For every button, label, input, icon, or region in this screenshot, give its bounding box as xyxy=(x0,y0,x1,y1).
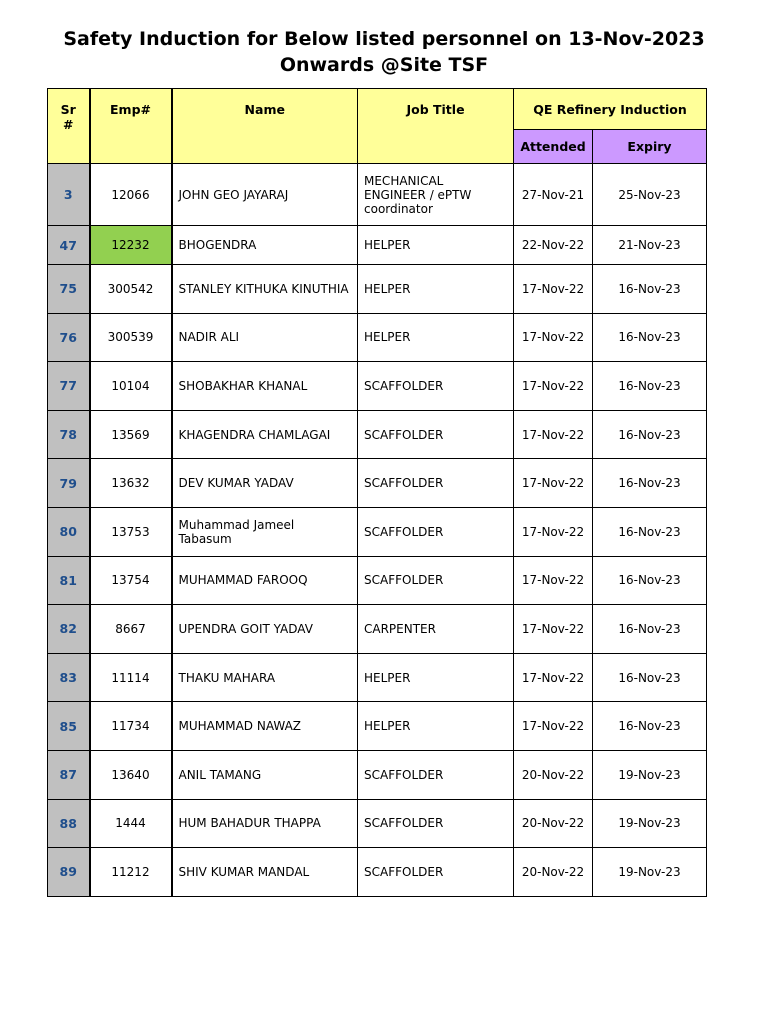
expiry-cell: 16-Nov-23 xyxy=(593,410,707,459)
job-title-cell: HELPER xyxy=(358,265,514,314)
sr-cell: 3 xyxy=(48,164,90,226)
expiry-cell: 16-Nov-23 xyxy=(593,653,707,702)
job-title-cell: HELPER xyxy=(358,653,514,702)
expiry-cell: 16-Nov-23 xyxy=(593,702,707,751)
sr-cell: 80 xyxy=(48,507,90,556)
emp-cell: 13753 xyxy=(90,507,172,556)
attended-cell: 17-Nov-22 xyxy=(514,702,593,751)
attended-cell: 27-Nov-21 xyxy=(514,164,593,226)
emp-cell: 12066 xyxy=(90,164,172,226)
job-title-cell: SCAFFOLDER xyxy=(358,410,514,459)
table-row xyxy=(48,459,707,508)
attended-cell: 17-Nov-22 xyxy=(514,313,593,362)
emp-cell: 8667 xyxy=(90,605,172,654)
expiry-cell: 19-Nov-23 xyxy=(593,848,707,897)
job-title-cell: SCAFFOLDER xyxy=(358,459,514,508)
sr-cell: 88 xyxy=(48,799,90,848)
header-sr: Sr # xyxy=(48,89,90,164)
expiry-cell: 16-Nov-23 xyxy=(593,313,707,362)
attended-cell: 17-Nov-22 xyxy=(514,653,593,702)
expiry-cell: 21-Nov-23 xyxy=(593,226,707,265)
name-cell: DEV KUMAR YADAV xyxy=(172,459,358,508)
attended-cell: 17-Nov-22 xyxy=(514,507,593,556)
table-row xyxy=(48,848,707,897)
attended-cell: 17-Nov-22 xyxy=(514,605,593,654)
job-title-cell: HELPER xyxy=(358,702,514,751)
emp-cell: 13754 xyxy=(90,556,172,605)
emp-cell: 12232 xyxy=(90,226,172,265)
sr-cell: 82 xyxy=(48,605,90,654)
title-line-2: Onwards @Site TSF xyxy=(279,54,489,76)
attended-cell: 17-Nov-22 xyxy=(514,459,593,508)
expiry-cell: 16-Nov-23 xyxy=(593,507,707,556)
header-name: Name xyxy=(172,89,358,164)
emp-cell: 300542 xyxy=(90,265,172,314)
name-cell: SHOBAKHAR KHANAL xyxy=(172,362,358,411)
table-row xyxy=(48,362,707,411)
title-line-1: Safety Induction for Below listed personnel on 13-Nov-2023 xyxy=(63,28,705,50)
table-row xyxy=(48,605,707,654)
emp-cell: 300539 xyxy=(90,313,172,362)
job-title-cell: CARPENTER xyxy=(358,605,514,654)
expiry-cell: 19-Nov-23 xyxy=(593,799,707,848)
emp-cell: 13632 xyxy=(90,459,172,508)
table-body xyxy=(48,164,707,897)
emp-cell: 10104 xyxy=(90,362,172,411)
emp-cell: 13640 xyxy=(90,750,172,799)
page-title xyxy=(0,26,768,78)
emp-cell: 13569 xyxy=(90,410,172,459)
table-row xyxy=(48,164,707,226)
name-cell: MUHAMMAD NAWAZ xyxy=(172,702,358,751)
table-row xyxy=(48,653,707,702)
attended-cell: 17-Nov-22 xyxy=(514,265,593,314)
expiry-cell: 16-Nov-23 xyxy=(593,265,707,314)
name-cell: STANLEY KITHUKA KINUTHIA xyxy=(172,265,358,314)
sr-cell: 87 xyxy=(48,750,90,799)
job-title-cell: SCAFFOLDER xyxy=(358,507,514,556)
name-cell: MUHAMMAD FAROOQ xyxy=(172,556,358,605)
expiry-cell: 25-Nov-23 xyxy=(593,164,707,226)
name-cell: UPENDRA GOIT YADAV xyxy=(172,605,358,654)
name-cell: NADIR ALI xyxy=(172,313,358,362)
emp-cell: 11212 xyxy=(90,848,172,897)
emp-cell: 1444 xyxy=(90,799,172,848)
induction-table xyxy=(47,88,707,897)
sr-cell: 47 xyxy=(48,226,90,265)
name-cell: KHAGENDRA CHAMLAGAI xyxy=(172,410,358,459)
emp-cell: 11734 xyxy=(90,702,172,751)
job-title-cell: SCAFFOLDER xyxy=(358,362,514,411)
attended-cell: 20-Nov-22 xyxy=(514,799,593,848)
job-title-cell: HELPER xyxy=(358,226,514,265)
header-attended: Attended xyxy=(514,130,593,164)
sr-cell: 76 xyxy=(48,313,90,362)
job-title-cell: SCAFFOLDER xyxy=(358,556,514,605)
sr-cell: 83 xyxy=(48,653,90,702)
header-qe-refinery-induction: QE Refinery Induction xyxy=(514,89,707,130)
sr-cell: 85 xyxy=(48,702,90,751)
job-title-cell: SCAFFOLDER xyxy=(358,750,514,799)
emp-cell: 11114 xyxy=(90,653,172,702)
attended-cell: 17-Nov-22 xyxy=(514,410,593,459)
name-cell: THAKU MAHARA xyxy=(172,653,358,702)
sr-cell: 79 xyxy=(48,459,90,508)
attended-cell: 20-Nov-22 xyxy=(514,750,593,799)
table-row xyxy=(48,799,707,848)
sr-cell: 78 xyxy=(48,410,90,459)
job-title-cell: HELPER xyxy=(358,313,514,362)
table-row xyxy=(48,507,707,556)
attended-cell: 22-Nov-22 xyxy=(514,226,593,265)
sr-cell: 75 xyxy=(48,265,90,314)
table-row xyxy=(48,226,707,265)
attended-cell: 17-Nov-22 xyxy=(514,362,593,411)
name-cell: JOHN GEO JAYARAJ xyxy=(172,164,358,226)
header-expiry: Expiry xyxy=(593,130,707,164)
expiry-cell: 16-Nov-23 xyxy=(593,459,707,508)
sr-cell: 81 xyxy=(48,556,90,605)
attended-cell: 20-Nov-22 xyxy=(514,848,593,897)
name-cell: HUM BAHADUR THAPPA xyxy=(172,799,358,848)
name-cell: BHOGENDRA xyxy=(172,226,358,265)
table-row xyxy=(48,410,707,459)
expiry-cell: 16-Nov-23 xyxy=(593,605,707,654)
job-title-cell: MECHANICAL ENGINEER / ePTW coordinator xyxy=(358,164,514,226)
sr-cell: 89 xyxy=(48,848,90,897)
expiry-cell: 16-Nov-23 xyxy=(593,556,707,605)
table-row xyxy=(48,265,707,314)
header-job-title: Job Title xyxy=(358,89,514,164)
table-row xyxy=(48,702,707,751)
name-cell: Muhammad Jameel Tabasum xyxy=(172,507,358,556)
expiry-cell: 16-Nov-23 xyxy=(593,362,707,411)
attended-cell: 17-Nov-22 xyxy=(514,556,593,605)
name-cell: ANIL TAMANG xyxy=(172,750,358,799)
sr-cell: 77 xyxy=(48,362,90,411)
header-emp: Emp# xyxy=(90,89,172,164)
job-title-cell: SCAFFOLDER xyxy=(358,799,514,848)
table-row xyxy=(48,556,707,605)
table-row xyxy=(48,750,707,799)
expiry-cell: 19-Nov-23 xyxy=(593,750,707,799)
name-cell: SHIV KUMAR MANDAL xyxy=(172,848,358,897)
table-row xyxy=(48,313,707,362)
job-title-cell: SCAFFOLDER xyxy=(358,848,514,897)
